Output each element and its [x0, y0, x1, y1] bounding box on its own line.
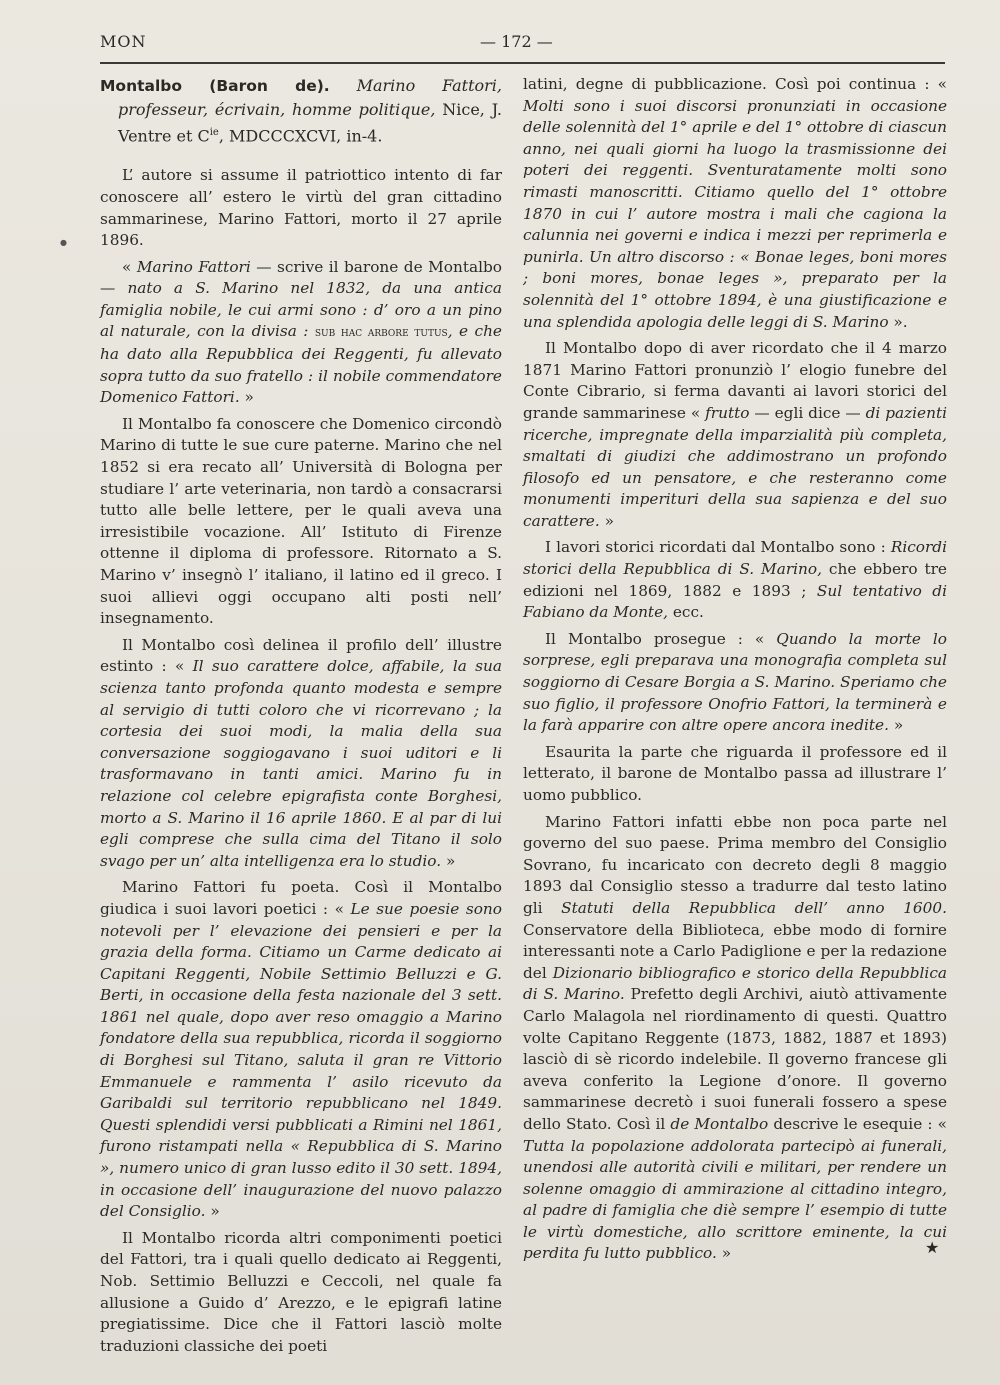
right-paragraph-3 [523, 537, 947, 623]
running-head: MON [100, 32, 147, 51]
right-p1-intro: latini, degne di pubblicazione. Così poi continua : « [523, 75, 947, 93]
entry-name: Montalbo (Baron de). [100, 77, 330, 95]
margin-dot: ● [60, 238, 67, 247]
left-p2-roman: — scrive il barone de Montalbo — [100, 257, 502, 298]
left-paragraph-1: L’ autore si assume il patriottico intento di far conoscere all’ estero le virtù del gran cittadino sammarinese, Marino Fattori, morto il 27 aprile 1896. [100, 166, 502, 250]
right-p1-quote: Molti sono i suoi discorsi pronunziati in occasione delle solennità del 1° aprile e del 1° ottobre di ciascun anno, nei quali giorni ha luogo la trasmissionne dei poteri dei reggenti. Sventuratamente molti sono rimasti manoscritti. Citiamo quello del 1° ottobre 1870 in cui l’ autore mostra i mali che cagiona la calunnia nei governi e indica i mezzi per reprimerla e punirla. Un altro discorso : « Bonae leges, boni mores ; boni mores, bonae leges », preparato per la solennità del 1° ottobre 1894, è una giustificazione e una splendida apologia delle leggi di S. Marino [523, 96, 947, 331]
right-p6-quote: Tutta la popolazione addolorata partecipò ai funerali, unendosi alle autorità civili e militari, per rendere un solenne omaggio di ammirazione al cittadino integro, al padre di famiglia che diè sempre l’ esempio di tutte le virtù domestiche, allo scrittore eminente, la cui perdita fu lutto pubblico. [523, 1136, 947, 1263]
right-p4-intro: Il Montalbo prosegue : « [545, 629, 777, 648]
right-p6-a: Marino Fattori infatti ebbe non poca parte nel governo del suo paese. Prima membro del Consiglio Sovrano, fu incaricato con decreto degli 8 maggio 1893 dal Consiglio stesso a tradurre dal testo latino gli [523, 812, 947, 917]
quote-close: » [716, 1244, 732, 1263]
right-paragraph-2 [523, 338, 947, 532]
right-paragraph-1 [523, 74, 947, 333]
entry-imprint-sup: ie [209, 127, 219, 138]
entry-imprint: Nice, J. Ventre et C [118, 100, 502, 146]
left-p5-quote: Le sue poesie sono notevoli per l’ elevazione dei pensieri e per la grazia della forma. Citiamo un Carme dedicato ai Capitani Reggenti, Nobile Settimio Belluzzi e G. Berti, in occasione della festa nazionale del 3 sett. 1861 nel quale, dopo aver reso omaggio a Marino fondatore della sua repubblica, ricorda il soggiorno di Borghesi sul Titano, saluta il gran re Vittorio Emmanuele e rammenta l’ asilo ricevuto da Garibaldi sul territorio repubblicano nel 1849. Questi splendidi versi pubblicati a Rimini nel 1861, furono ristampati nella « Repubblica di S. Marino », numero unico di gran lusso edito il 30 sett. 1894, in occasione dell’ inaugurazione del nuovo palazzo del Consiglio. [100, 899, 502, 1221]
right-p6-dizionario: Dizionario bibliografico e storico della Repubblica di S. Marino. [523, 963, 948, 1004]
entry-heading [100, 74, 502, 147]
right-p3-end: ecc. [667, 603, 704, 622]
left-p2-name: Marino Fattori [136, 257, 251, 276]
left-paragraph-2 [100, 257, 502, 409]
left-paragraph-6: Il Montalbo ricorda altri componimenti poetici del Fattori, tra i quali quello dedicato ai Reggenti, Nob. Settimio Belluzzi e Ceccoli, nel quale fa allusione a Guido d’ Arezzo, e le epigrafi latine pregiatissime. Dice che il Fattori lasciò molte traduzioni classiche dei poeti [100, 1228, 502, 1355]
left-p4-intro: Il Montalbo così delinea il profilo dell’ illustre estinto : « [100, 635, 502, 676]
quote-close: » [888, 716, 904, 735]
right-p4-quote: Quando la morte lo sorprese, egli preparava una monografia completa sul soggiorno di Cesare Borgia a S. Marino. Speriamo che suo figlio, il professore Onofrio Fattori, la terminerà e la farà apparire con altre opere ancora inedite. [523, 629, 948, 735]
right-p6-statuti: Statuti della Repubblica dell’ anno 1600. [561, 898, 947, 917]
left-paragraph-4 [100, 635, 502, 873]
right-paragraph-5: Esaurita la parte che riguarda il professore ed il letterato, il barone de Montalbo passa ad illustrare l’ uomo pubblico. [523, 742, 947, 804]
page-header [100, 32, 945, 58]
right-p3-intro: I lavori storici ricordati dal Montalbo sono : [545, 538, 891, 557]
left-p2-quote-end: , e che ha dato alla Repubblica dei Reggenti, fu allevato sopra tutto da suo fratello : il nobile commendatore Domenico Fattori. [100, 322, 502, 407]
right-p2-word: frutto [705, 403, 750, 422]
left-p4-quote: Il suo carattere dolce, affabile, la sua scienza tanto profonda quanto modesta e sempre al servigio di tutti coloro che vi ricorrevano ; la cortesia dei suoi modi, la malia della sua conversazione soggiogavano i suoi uditori e li trasformavano in tanti amici. Marino fu in relazione col celebre epigrafista conte Borghesi, morto a S. Marino il 16 aprile 1860. E al par di lui egli comprese che sulla cima del Titano il solo svago per un’ alta intelligenza era lo studio. [100, 657, 502, 870]
quote-open: « [122, 257, 137, 276]
end-star-ornament: ★ [925, 1238, 940, 1257]
right-p6-c: Conservatore della Biblioteca, ebbe modo di fornire interessanti note a Carlo Padiglione e per la redazione del [523, 920, 947, 982]
header-rule [100, 62, 945, 64]
right-p2-quote: di pazienti ricerche, impregnate della imparzialità più completa, smaltati di giudizi che addimostrano un profondo filosofo ed un pensatore, e che resteranno come monumenti imperituri della sua sapienza e del suo carattere. [523, 403, 948, 530]
page-number: — 172 — [480, 32, 553, 51]
right-p3-work-1: Ricordi storici della Repubblica di S. Marino, [523, 538, 947, 579]
right-paragraph-4 [523, 629, 947, 737]
left-paragraph-5 [100, 877, 502, 1223]
right-p6-g: descrive le esequie : « [768, 1114, 947, 1133]
entry-imprint-end: , MDCCCXCVI, in-4. [218, 126, 383, 146]
right-p3-roman: che ebbero tre edizioni nel 1869, 1882 e 1893 ; [523, 560, 947, 600]
entry-title: Marino Fattori, professeur, écrivain, homme politique, [118, 76, 503, 119]
right-column [523, 74, 947, 1265]
left-column [100, 74, 502, 1357]
right-p3-work-2: Sul tentativo di Fabiano da Monte, [523, 581, 947, 622]
quote-close: » [205, 1202, 220, 1221]
quote-close: » [441, 851, 456, 870]
right-p6-e: Prefetto degli Archivi, aiutò attivamente Carlo Malagola nel riordinamento di questi. Quattro volte Capitano Reggente (1873, 1882, 1887 et 1893) lasciò di sè ricordo indelebile. Il governo francese gli aveva conferito la Legione d’onore. Il governo sammarinese decretò i suoi funerali fossero a spese dello Stato. Così il [523, 985, 947, 1133]
quote-close: ». [888, 312, 908, 331]
left-p2-motto: sub hac arbore tutus [314, 325, 448, 341]
quote-close: » [599, 511, 614, 530]
right-paragraph-6 [523, 812, 947, 1265]
left-paragraph-3: Il Montalbo fa conoscere che Domenico circondò Marino di tutte le sue cure paterne. Marino che nel 1852 si era recato all’ Università di Bologna per studiare l’ arte veterinaria, non tardò a consacrarsi tutto alle belle lettere, per le quali aveva una irresistibile vocazione. All’ Istituto di Firenze ottenne il diploma di professore. Ritornato a S. Marino v’ insegnò l’ italiano, il latino ed il greco. I suoi allievi oggi occupano alti posti nell’ insegnamento. [100, 414, 502, 628]
right-p6-author: de Montalbo [670, 1114, 769, 1133]
right-p2-roman: — egli dice — [749, 403, 866, 422]
left-p5-intro: Marino Fattori fu poeta. Così il Montalbo giudica i suoi lavori poetici : « [100, 878, 502, 918]
left-p2-quote: nato a S. Marino nel 1832, da una antica famiglia nobile, le cui armi sono : d’ oro a un pino al naturale, con la divisa : [100, 279, 502, 341]
right-p2-intro: Il Montalbo dopo di aver ricordato che il 4 marzo 1871 Marino Fattori pronunziò l’ elogio funebre del Conte Cibrario, si ferma davanti ai lavori storici del grande sammarinese « [523, 339, 947, 422]
quote-close: » [239, 388, 254, 407]
